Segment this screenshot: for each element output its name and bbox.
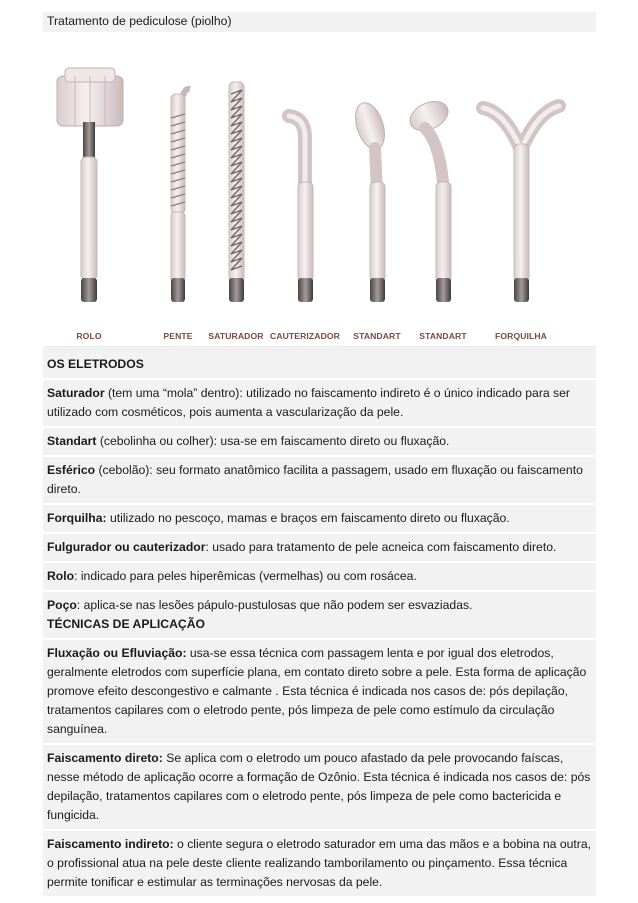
desc-fulgurador: : usado para tratamento de pele acneica com faiscamento direto. [205,540,557,554]
label-rolo: ROLO [76,331,102,341]
document-page [43,12,596,896]
electrode-standart-2 [405,96,452,302]
page-title: Tratamento de pediculose (piolho) [43,12,596,32]
term-poco: Poço [47,598,77,612]
tecnica-item [43,743,596,829]
term-standart: Standart [47,434,97,448]
electrodes-illustration [43,32,596,346]
desc-faiscamento-indireto: o cliente segura o eletrodo saturador em uma das mãos e a bobina na outra, o profissional atua na pele deste cliente realizando tamborilamento ou pinçamento. Essa técnica permite tonificar e estimular as terminações nervosas da pele. [47,837,591,889]
electrode-pente [171,89,190,302]
term-faiscamento-direto: Faiscamento direto: [47,751,163,765]
eletrodo-item [43,455,596,503]
term-rolo: Rolo [47,569,75,583]
desc-poco: : aplica-se nas lesões pápulo-pustulosas que não podem ser esvaziadas. [76,598,473,612]
term-fulgurador: Fulgurador ou cauterizador [47,540,206,554]
eletrodo-item [43,426,596,455]
desc-fluxacao: usa-se essa técnica com passagem lenta e por igual dos eletrodos, geralmente eletrodos com superfície plana, em contato direto sobre a pele. Esta forma de aplicação promove efeito descongestivo e calmante . Esta técnica é indicada nos casos de: pós depilação, tratamentos capilares com o eletrodo pente, pós limpeza de pele como estímulo da circulação sanguínea. [47,646,587,736]
electrode-forquilha [483,106,559,302]
electrode-saturador [229,82,244,302]
label-forquilha: FORQUILHA [495,331,547,341]
electrode-cauterizador [289,116,313,302]
desc-forquilha: utilizado no pescoço, mamas e braços em faiscamento direto ou fluxação. [106,511,510,525]
tecnica-item [43,829,596,896]
term-fluxacao: Fluxação ou Efluviação: [47,646,187,660]
heading-eletrodos: OS ELETRODOS [47,357,144,371]
electrode-standart-1 [350,99,390,302]
eletrodo-item [43,378,596,426]
electrode-rolo [57,68,123,302]
desc-standart: (cebolinha ou colher): usa-se em faiscamento direto ou fluxação. [96,434,450,448]
desc-esferico: (cebolão): seu formato anatômico facilita a passagem, usado em fluxação ou faiscamento direto. [47,463,583,496]
eletrodo-item [43,503,596,532]
term-saturador: Saturador [47,386,105,400]
tecnica-item [43,638,596,743]
label-standart-2: STANDART [419,331,467,341]
desc-saturador: (tem uma “mola” dentro): utilizado no faiscamento indireto é o único indicado para ser utilizado com cosméticos, pois aumenta a vascularização da pele. [47,386,570,419]
heading-tecnicas: TÉCNICAS DE APLICAÇÃO [47,617,205,631]
desc-rolo: : indicado para peles hiperêmicas (vermelhas) ou com rosácea. [74,569,417,583]
eletrodo-item [43,561,596,590]
desc-faiscamento-direto: Se aplica com o eletrodo um pouco afastado da pele provocando faíscas, nesse método de aplicação ocorre a formação de Ozônio. Esta técnica é indicada nos casos de: pós depilação, tratamentos capilares com o eletrodo pente, pós limpeza de pele como bactericida e fungicida. [47,751,591,822]
eletrodo-item [43,590,596,638]
label-saturador: SATURADOR [208,331,264,341]
electrodes-figure [43,32,596,347]
term-forquilha: Forquilha: [47,511,107,525]
section-heading-eletrodos [43,347,596,378]
term-faiscamento-indireto: Faiscamento indireto: [47,837,174,851]
label-standart-1: STANDART [353,331,401,341]
label-cauterizador: CAUTERIZADOR [270,331,340,341]
eletrodo-item [43,532,596,561]
term-esferico: Esférico [47,463,96,477]
label-pente: PENTE [163,331,193,341]
